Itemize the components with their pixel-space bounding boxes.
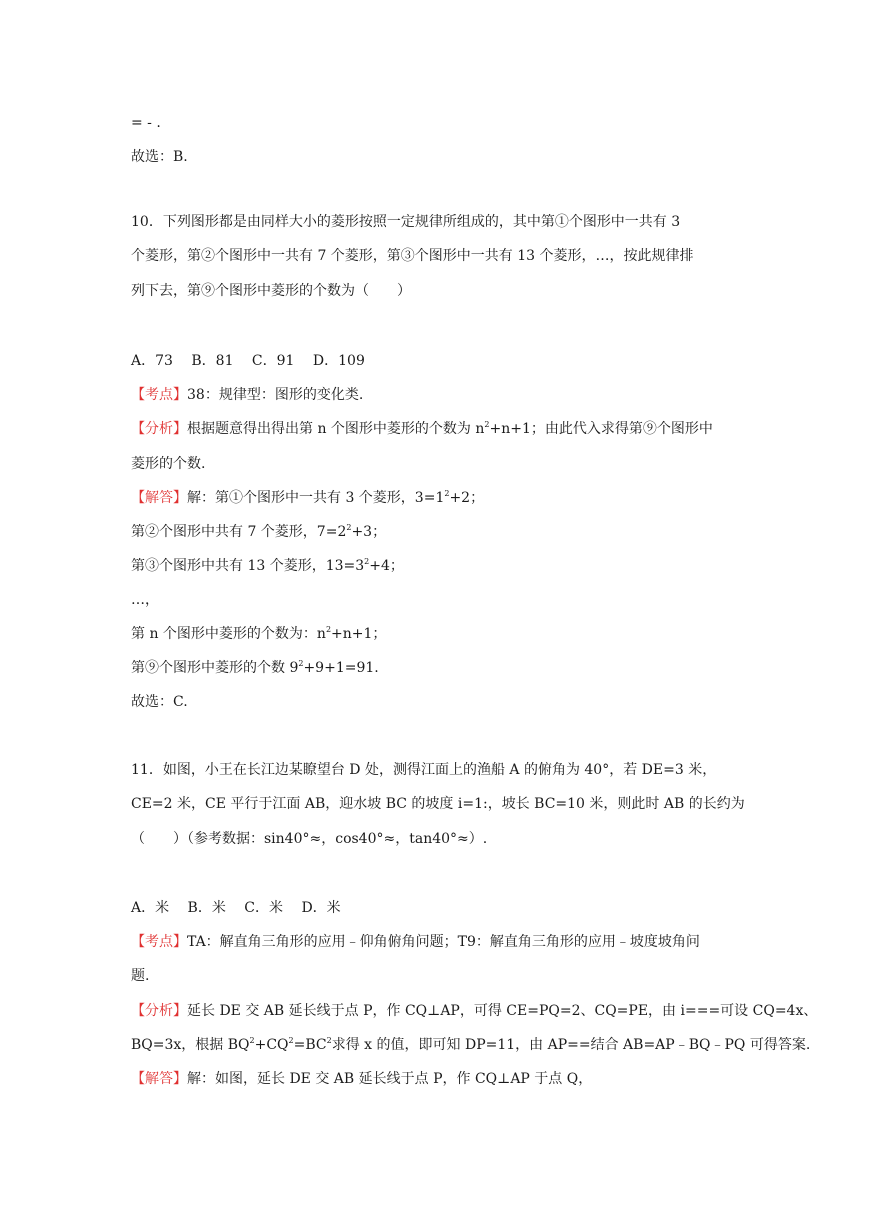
q10-solution-line-4: …， bbox=[131, 592, 159, 608]
q10-fenxi-line-1: 【分析】根据题意得出得出第 n 个图形中菱形的个数为 $n^2+n+1$；由此代入求得第⑨个图形中 bbox=[131, 420, 713, 437]
q11-stem-line-1: 11．如图，小王在长江边某瞭望台 D 处，测得江面上的渔船 A 的俯角为 40°，若 DE=3 米， bbox=[131, 762, 717, 778]
q10-solution-line-3: 第③个图形中共有 13 个菱形，$13=3^2+4$； bbox=[131, 557, 404, 574]
q10-kaodian: 【考点】38：规律型：图形的变化类. bbox=[131, 387, 364, 403]
q10-fenxi-line-2: 菱形的个数. bbox=[131, 456, 206, 472]
q11-stem-line-3: （ ）（参考数据：sin40°≈，cos40°≈，tan40°≈）. bbox=[131, 831, 488, 847]
q10-solution-line-6: 第⑨个图形中菱形的个数 $9^2+9+1=91$. bbox=[131, 659, 379, 676]
q11-stem-line-2: CE=2 米，CE 平行于江面 AB，迎水坡 BC 的坡度 i=1:，坡长 BC=10 米，则此时 AB 的长约为 bbox=[131, 796, 745, 812]
q11-kaodian-line-2: 题. bbox=[131, 968, 150, 984]
q10-stem-line-3: 列下去，第⑨个图形中菱形的个数为（ ） bbox=[131, 283, 411, 299]
fenxi-tag: 【分析】 bbox=[131, 421, 187, 437]
kaodian-tag: 【考点】 bbox=[131, 387, 187, 403]
prev-solution-tail: = - . bbox=[131, 115, 161, 131]
jieda-tag: 【解答】 bbox=[131, 1071, 187, 1087]
q11-solution-line-1: 【解答】解：如图，延长 DE 交 AB 延长线于点 P，作 CQ⊥AP 于点 Q， bbox=[131, 1071, 593, 1087]
q10-solution-line-5: 第 n 个图形中菱形的个数为：$n^2+n+1$； bbox=[131, 625, 387, 642]
q11-options: A．米 B．米 C．米 D．米 bbox=[131, 900, 341, 916]
prev-answer: 故选：B. bbox=[131, 149, 188, 165]
jieda-tag: 【解答】 bbox=[131, 490, 187, 506]
q11-kaodian-line-1: 【考点】TA：解直角三角形的应用﹣仰角俯角问题；T9：解直角三角形的应用﹣坡度坡角问 bbox=[131, 934, 700, 950]
q11-fenxi-line-1: 【分析】延长 DE 交 AB 延长线于点 P，作 CQ⊥AP，可得 CE=PQ=2、CQ=PE，由 i===可设 CQ=4x、 bbox=[131, 1003, 818, 1019]
q11-fenxi-line-2: BQ=3x，根据 $BQ^2+CQ^2=BC^2$求得 x 的值，即可知 DP=11，由 AP==结合 AB=AP﹣BQ﹣PQ 可得答案. bbox=[131, 1036, 811, 1053]
q10-solution-line-1: 【解答】解：第①个图形中一共有 3 个菱形，$3=1^2+2$； bbox=[131, 489, 485, 506]
q10-options: A．73 B．81 C．91 D．109 bbox=[131, 353, 365, 369]
q10-answer: 故选：C. bbox=[131, 694, 188, 710]
q10-stem-line-2: 个菱形，第②个图形中一共有 7 个菱形，第③个图形中一共有 13 个菱形，…，按此规律排 bbox=[131, 248, 694, 264]
q10-stem-line-1: 10．下列图形都是由同样大小的菱形按照一定规律所组成的，其中第①个图形中一共有 3 bbox=[131, 214, 681, 230]
q10-solution-line-2: 第②个图形中共有 7 个菱形，$7=2^2+3$； bbox=[131, 523, 387, 540]
fenxi-tag: 【分析】 bbox=[131, 1003, 187, 1019]
kaodian-tag: 【考点】 bbox=[131, 934, 187, 950]
